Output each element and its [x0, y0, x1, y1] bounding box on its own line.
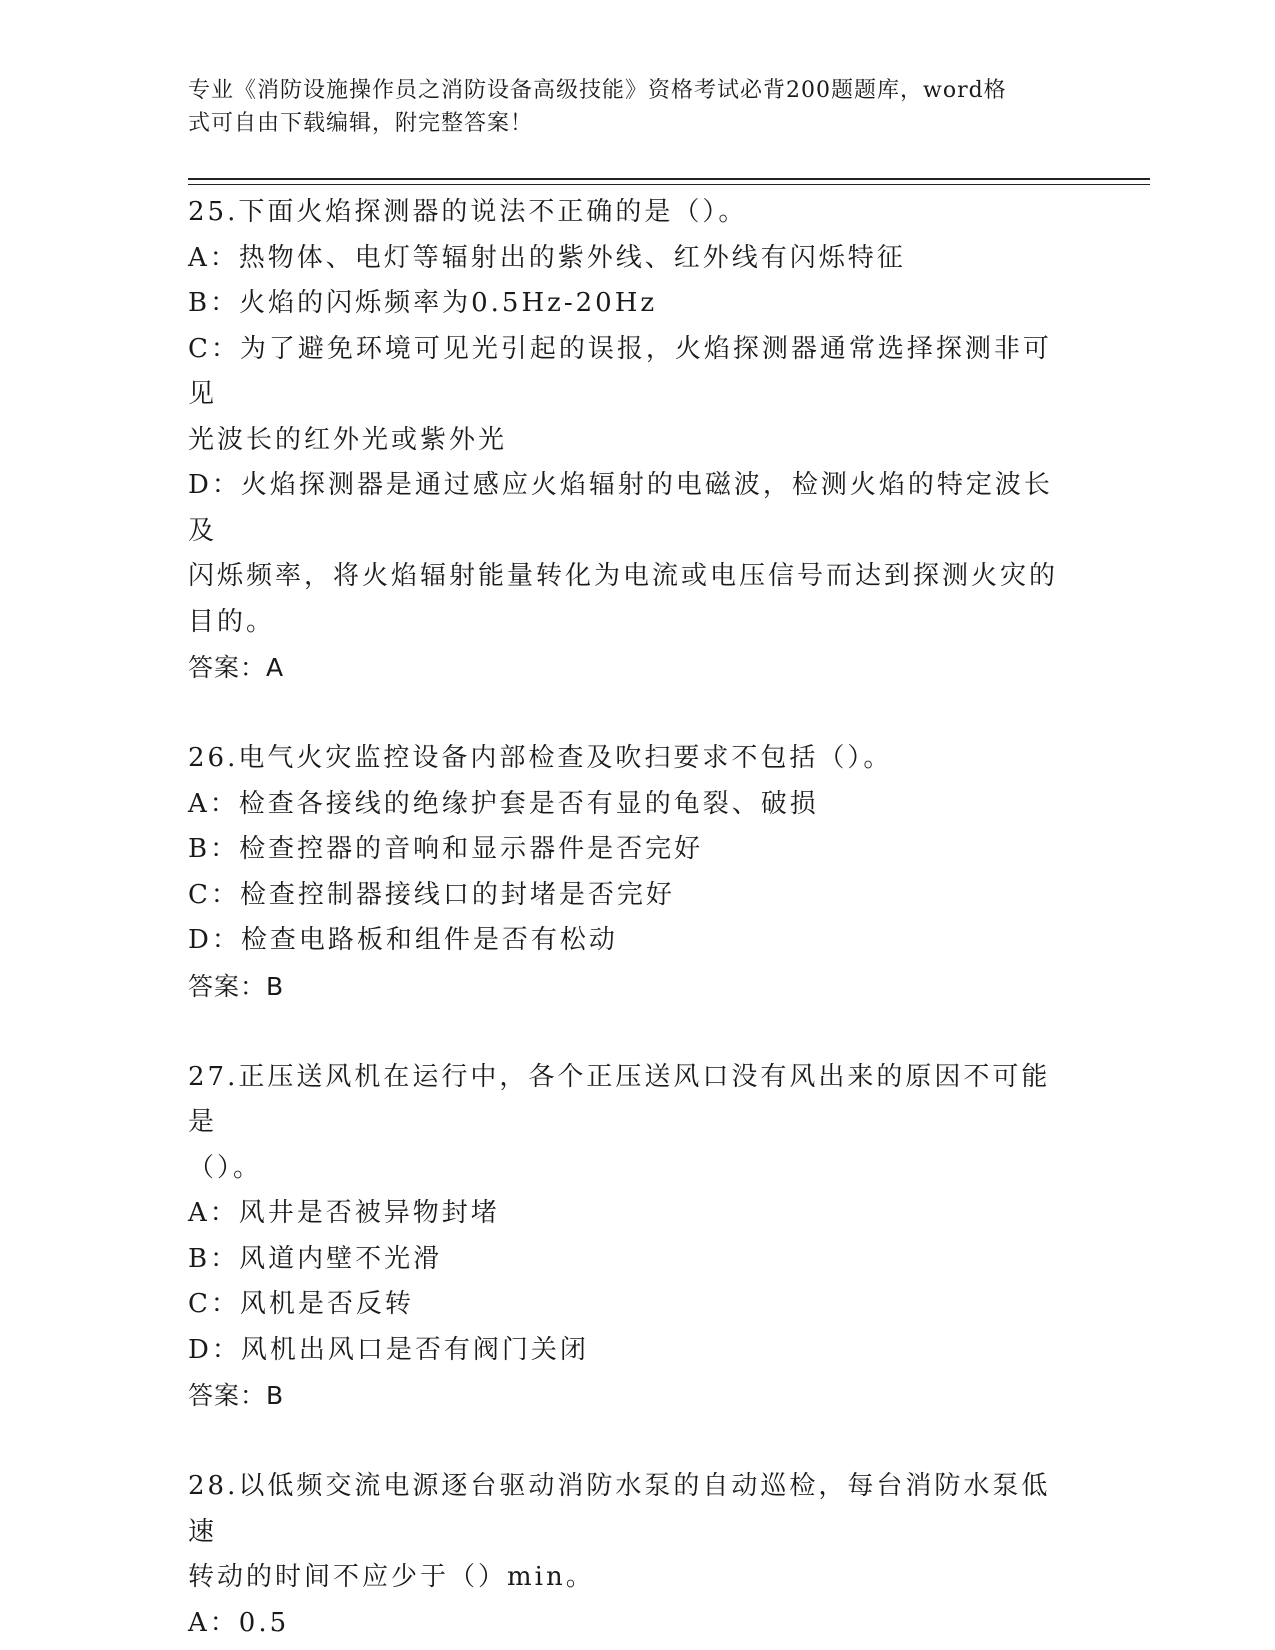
question-stem: 28.以低频交流电源逐台驱动消防水泵的自动巡检，每台消防水泵低速 — [188, 1471, 1051, 1547]
option-line: D：风机出风口是否有阀门关闭 — [188, 1334, 589, 1365]
question-block — [188, 190, 1078, 691]
question-block — [188, 736, 1078, 1009]
header-divider-thin — [188, 184, 1150, 185]
option-line: B：检查控器的音响和显示器件是否完好 — [188, 834, 704, 864]
option-line: C：风机是否反转 — [188, 1289, 414, 1319]
question-spacer — [188, 1009, 1078, 1055]
option-line: D：火焰探测器是通过感应火焰辐射的电磁波，检测火焰的特定波长及 — [188, 470, 1053, 546]
header-line-1: 专业《消防设施操作员之消防设备高级技能》资格考试必背200题题库，word格 — [188, 78, 1007, 103]
question-stem: 27.正压送风机在运行中，各个正压送风口没有风出来的原因不可能是 — [188, 1061, 1051, 1137]
answer-line: 答案：B — [188, 971, 285, 1001]
option-line: A：热物体、电灯等辐射出的紫外线、红外线有闪烁特征 — [188, 242, 906, 273]
question-stem: 转动的时间不应少于（）min。 — [188, 1562, 595, 1592]
option-line: A：风井是否被异物封堵 — [188, 1198, 500, 1228]
header-divider-thick — [188, 178, 1150, 180]
question-spacer — [188, 1419, 1078, 1465]
answer-line: 答案：A — [188, 653, 285, 682]
question-stem: 25.下面火焰探测器的说法不正确的是（）。 — [188, 197, 748, 227]
header-line-2: 式可自由下载编辑，附完整答案！ — [188, 111, 534, 136]
question-block — [188, 1464, 1078, 1646]
question-list — [188, 190, 1078, 1646]
question-stem: 26.电气火灾监控设备内部检查及吹扫要求不包括（）。 — [188, 743, 893, 773]
option-line: C：检查控制器接线口的封堵是否完好 — [188, 879, 675, 910]
question-block — [188, 1055, 1078, 1419]
answer-line: 答案：B — [188, 1381, 285, 1410]
option-line: C：为了避免环境可见光引起的误报，火焰探测器通常选择探测非可见 — [188, 333, 1052, 409]
option-line: A：0.5 — [188, 1607, 290, 1638]
option-line: B：风道内壁不光滑 — [188, 1243, 443, 1274]
document-header — [188, 74, 1068, 140]
option-line: 光波长的红外光或紫外光 — [188, 424, 508, 455]
option-line: 目的。 — [188, 606, 276, 637]
option-line: D：检查电路板和组件是否有松动 — [188, 925, 618, 955]
question-stem: （）。 — [188, 1152, 263, 1183]
option-line: B：火焰的闪烁频率为0.5Hz-20Hz — [188, 288, 658, 318]
question-spacer — [188, 691, 1078, 737]
option-line: A：检查各接线的绝缘护套是否有显的龟裂、破损 — [188, 788, 819, 819]
option-line: 闪烁频率，将火焰辐射能量转化为电流或电压信号而达到探测火灾的 — [188, 561, 1059, 591]
